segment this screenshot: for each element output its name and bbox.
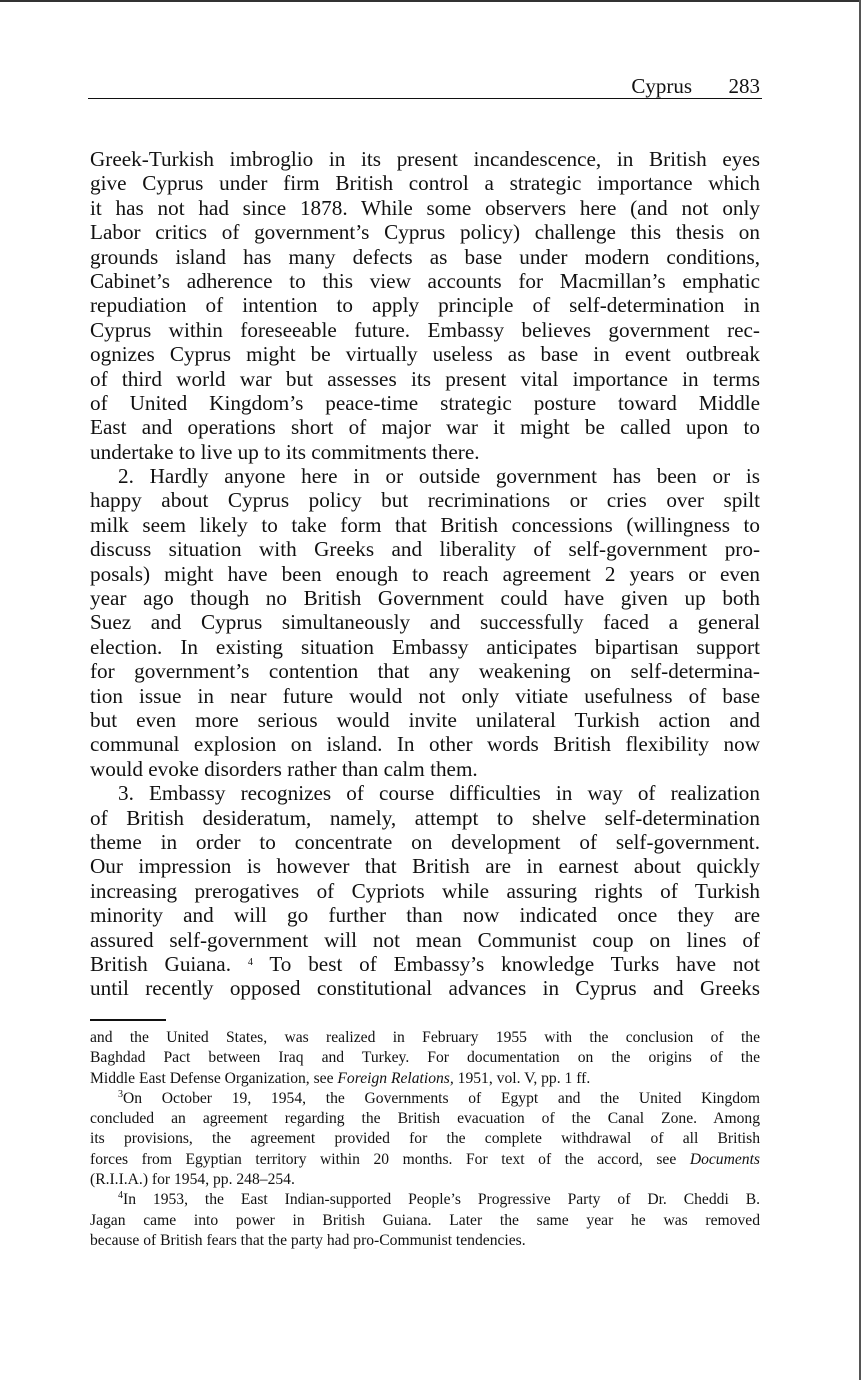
footnote-line bbox=[90, 1109, 760, 1129]
text-segment: On October 19, 1954, the Governments of Egypt and the United Kingdom bbox=[123, 1089, 760, 1107]
body-line bbox=[90, 537, 760, 561]
text-segment: discuss situation with Greeks and liberality of self-government pro- bbox=[90, 537, 760, 562]
text-segment: but even more serious would invite unilateral Turkish action and bbox=[90, 707, 760, 732]
body-line bbox=[90, 488, 760, 512]
body-line bbox=[90, 806, 760, 830]
body-line bbox=[90, 562, 760, 586]
footnote-line bbox=[90, 1190, 760, 1210]
text-segment: election. In existing situation Embassy anticipates bipartisan support bbox=[90, 634, 760, 659]
text-segment: milk seem likely to take form that British concessions (willingness to bbox=[90, 512, 760, 537]
text-segment: year ago though no British Government could have given up both bbox=[90, 586, 760, 611]
footnote-line bbox=[90, 1089, 760, 1109]
body-line bbox=[90, 367, 760, 391]
body-line bbox=[90, 318, 760, 342]
text-segment: of third world war but assesses its present vital importance in terms bbox=[90, 366, 760, 391]
running-header bbox=[88, 74, 762, 99]
body-line bbox=[90, 196, 760, 220]
text-segment: minority and will go further than now indicated once they are bbox=[90, 903, 760, 928]
text-segment: ognizes Cyprus might be virtually useless as base in event outbreak bbox=[90, 342, 760, 367]
body-line bbox=[90, 659, 760, 683]
footnote-marker: 4 bbox=[118, 1190, 123, 1202]
body-line bbox=[90, 757, 760, 781]
body-line bbox=[90, 342, 760, 366]
text-segment: East and operations short of major war it might be called upon to bbox=[90, 415, 760, 440]
text-segment: 1951, vol. V, pp. 1 ff. bbox=[453, 1069, 591, 1087]
running-header-title: Cyprus bbox=[631, 74, 692, 98]
body-line bbox=[90, 513, 760, 537]
text-segment: (R.I.I.A.) for 1954, pp. 248–254. bbox=[90, 1171, 295, 1189]
body-line bbox=[90, 903, 760, 927]
text-segment: theme in order to concentrate on development of self-government. bbox=[90, 829, 760, 854]
text-segment: would evoke disorders rather than calm them. bbox=[90, 756, 478, 781]
text-segment: increasing prerogatives of Cypriots while assuring rights of Turkish bbox=[90, 878, 760, 903]
text-segment: its provisions, the agreement provided for the complete withdrawal of all British bbox=[90, 1130, 760, 1148]
text-segment: concluded an agreement regarding the British evacuation of the Canal Zone. Among bbox=[90, 1110, 760, 1128]
text-segment: 3. Embassy recognizes of course difficulties in way of realization bbox=[118, 781, 760, 806]
text-segment: posals) might have been enough to reach agreement 2 years or even bbox=[90, 561, 760, 586]
text-segment: In 1953, the East Indian-supported People’s Progressive Party of Dr. Cheddi B. bbox=[123, 1191, 760, 1209]
body-line bbox=[90, 464, 760, 488]
text-segment: To best of Embassy’s knowledge Turks have not bbox=[252, 951, 760, 976]
text-segment: happy about Cyprus policy but recriminations or cries over spilt bbox=[90, 488, 760, 513]
body-line bbox=[90, 781, 760, 805]
body-line bbox=[90, 732, 760, 756]
body-line bbox=[90, 610, 760, 634]
footnote-line bbox=[90, 1170, 760, 1190]
body-line bbox=[90, 928, 760, 952]
text-segment: Greek-Turkish imbroglio in its present incandescence, in British eyes bbox=[90, 147, 760, 171]
body-line bbox=[90, 293, 760, 317]
footnote-line bbox=[90, 1231, 760, 1251]
text-segment: British Guiana. bbox=[90, 951, 248, 976]
body-line bbox=[90, 245, 760, 269]
footnote-line bbox=[90, 1069, 760, 1089]
body-line bbox=[90, 269, 760, 293]
text-segment: for government’s contention that any weakening on self-determina- bbox=[90, 659, 760, 684]
body-line bbox=[90, 879, 760, 903]
body-line bbox=[90, 635, 760, 659]
text-segment: 2. Hardly anyone here in or outside government has been or is bbox=[118, 464, 760, 489]
text-segment: and the United States, was realized in February 1955 with the conclusion of the bbox=[90, 1029, 760, 1046]
text-segment: until recently opposed constitutional advances in Cyprus and Greeks bbox=[90, 976, 760, 1001]
body-line bbox=[90, 586, 760, 610]
footnote-line bbox=[90, 1150, 760, 1170]
footnote-marker: 4 bbox=[247, 956, 253, 968]
text-segment: Labor critics of government’s Cyprus policy) challenge this thesis on bbox=[90, 220, 760, 245]
scan-top-edge bbox=[0, 0, 861, 2]
body-line bbox=[90, 976, 760, 1000]
body-text bbox=[90, 147, 760, 1001]
text-segment: it has not had since 1878. While some observers here (and not only bbox=[90, 195, 760, 220]
body-line bbox=[90, 830, 760, 854]
footnote-line bbox=[90, 1211, 760, 1231]
text-segment: Documents bbox=[689, 1150, 760, 1168]
body-line bbox=[90, 684, 760, 708]
text-segment: grounds island has many defects as base under modern conditions, bbox=[90, 244, 760, 269]
body-line bbox=[90, 952, 760, 976]
body-line bbox=[90, 415, 760, 439]
text-segment: tion issue in near future would not only vitiate usefulness of base bbox=[90, 683, 760, 708]
text-segment: of British desideratum, namely, attempt to shelve self-determination bbox=[90, 805, 760, 830]
text-segment: Cyprus within foreseeable future. Embassy believes government rec- bbox=[90, 317, 760, 342]
footnotes bbox=[90, 1028, 760, 1251]
text-segment: communal explosion on island. In other words British flexibility now bbox=[90, 732, 760, 757]
body-line bbox=[90, 391, 760, 415]
text-segment: Foreign Relations, bbox=[337, 1069, 454, 1087]
text-segment: Jagan came into power in British Guiana. Later the same year he was removed bbox=[90, 1211, 760, 1229]
text-segment: forces from Egyptian territory within 20 months. For text of the accord, see bbox=[90, 1150, 690, 1168]
footnote-line bbox=[90, 1048, 760, 1068]
text-segment: because of British fears that the party had pro-Communist tendencies. bbox=[90, 1231, 526, 1249]
text-segment: Our impression is however that British are in earnest about quickly bbox=[90, 854, 760, 879]
text-segment: Baghdad Pact between Iraq and Turkey. For documentation on the origins of the bbox=[90, 1049, 760, 1067]
text-segment: assured self-government will not mean Communist coup on lines of bbox=[90, 927, 760, 952]
text-segment: Cabinet’s adherence to this view accounts for Macmillan’s emphatic bbox=[90, 268, 760, 293]
text-segment: Suez and Cyprus simultaneously and successfully faced a general bbox=[90, 610, 760, 635]
footnote-marker: 3 bbox=[118, 1088, 123, 1100]
body-line bbox=[90, 171, 760, 195]
body-line bbox=[90, 854, 760, 878]
footnote-line bbox=[90, 1028, 760, 1048]
text-segment: Middle East Defense Organization, see bbox=[90, 1069, 338, 1087]
text-segment: undertake to live up to its commitments there. bbox=[90, 439, 480, 464]
body-line bbox=[90, 220, 760, 244]
text-segment: of United Kingdom’s peace-time strategic posture toward Middle bbox=[90, 390, 760, 415]
text-segment: repudiation of intention to apply principle of self-determination in bbox=[90, 293, 760, 318]
body-line bbox=[90, 708, 760, 732]
body-line bbox=[90, 440, 760, 464]
text-segment: give Cyprus under firm British control a strategic importance which bbox=[90, 171, 760, 196]
page-number: 283 bbox=[728, 74, 760, 98]
body-line bbox=[90, 147, 760, 171]
footnote-line bbox=[90, 1129, 760, 1149]
footnote-rule bbox=[90, 1019, 166, 1021]
